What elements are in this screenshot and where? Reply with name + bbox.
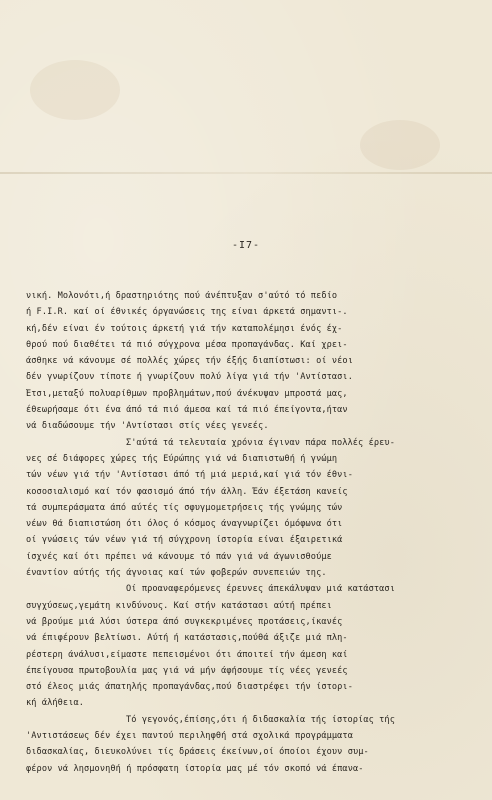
text-line: Τό γεγονός,έπίσης,ότι ή διδασκαλία τής ίστορίας τής	[126, 714, 395, 725]
text-line: 'Αντιστάσεως δέν έχει παντού περιληφθή στά σχολικά προγράμματα	[26, 731, 353, 742]
text-line: νά διαδώσουμε τήν 'Αντίστασι στίς νέες γενεές.	[26, 421, 269, 432]
text-line: συγχύσεως,γεμάτη κινδύνους. Καί στήν κατάστασι αύτή πρέπει	[26, 600, 332, 611]
text-line: ρέστερη άνάλυσι,είμαστε πεπεισμένοι ότι άποιτεί τήν άμεση καί	[26, 649, 348, 660]
text-line: άσθηκε νά κάνουμε σέ πολλές χώρες τήν έξής διαπίστωσι: οί νέοι	[26, 356, 353, 367]
text-line: νά βρούμε μιά λύσι ύστερα άπό συγκεκριμένες προτάσεις,ίκανές	[26, 616, 343, 627]
text-line: οί γνώσεις τών νέων γιά τή σύγχρονη ίστορία είναι έξαιρετικά	[26, 535, 343, 546]
text-line: Έτσι,μεταξύ πολυαρίθμων προβλημάτων,πού άνέκυψαν μπροστά μας,	[26, 388, 348, 399]
text-line: διδασκαλίας, διευκολύνει τίς δράσεις έκείνων,οί όποίοι έχουν συμ-	[26, 747, 369, 758]
text-line: θρού πού διαθέτει τά πιό σύγχρονα μέσα προπαγάνδας. Καί χρει-	[26, 339, 348, 350]
paper-stain	[360, 120, 440, 170]
text-line: νες σέ διάφορες χώρες τής Εύρώπης γιά νά διαπιστωθή ή γνώμη	[26, 453, 338, 464]
text-line: τά συμπεράσματα άπό αύτές τίς σφυγμομετρήσεις τής γνώμης τών	[26, 502, 343, 513]
text-line: ή F.I.R. καί οί έθνικές όργανώσεις της είναι άρκετά σημαντι-.	[26, 307, 348, 318]
text-line: έθεωρήσαμε ότι ένα άπό τά πιό άμεσα καί τά πιό έπείγοντα,ήταν	[26, 405, 348, 416]
paper-stain	[30, 60, 120, 120]
text-line: νική. Μολονότι,ή δραστηριότης πού άνέπτυξαν σ'αύτό τό πεδίο	[26, 291, 338, 301]
text-line: έναντίον αύτής τής άγνοιας καί τών φοβερών συνεπειών της.	[26, 568, 327, 579]
text-line: στό έλεος μιάς άπατηλής προπαγάνδας,πού διαστρέφει τήν ίστορι-	[26, 682, 353, 693]
text-line: Σ'αύτά τά τελευταία χρόνια έγιναν πάρα πολλές έρευ-	[126, 437, 395, 448]
text-line: δέν γνωρίζουν τίποτε ή γνωρίζουν πολύ λίγα γιά τήν 'Αντίστασι.	[26, 372, 353, 383]
typed-text-body	[26, 288, 476, 777]
text-line: νά έπιφέρουν βελτίωσι. Αύτή ή κατάστασις,πούθά άξιζε μιά πλη-	[26, 633, 348, 644]
text-line: τών νέων γιά τήν 'Αντίστασι άπό τή μιά μεριά,καί γιά τόν έθνι-	[26, 470, 353, 481]
paper-fold-line	[0, 172, 492, 174]
page-number: -I7-	[231, 240, 261, 251]
text-line: κή άλήθεια.	[26, 698, 85, 709]
text-line: κοσοσιαλισμό καί τόν φασισμό άπό τήν άλλη. Έάν έξετάση κανείς	[26, 486, 348, 497]
text-line: κή,δέν είναι έν τούτοις άρκετή γιά τήν καταπολέμησι ένός έχ-	[26, 323, 343, 334]
text-line: νέων θά διαπιστώση ότι όλος ό κόσμος άναγνωρίζει όμόφωνα ότι	[26, 519, 343, 530]
text-line: Οί προαναφερόμενες έρευνες άπεκάλυψαν μιά κατάστασι	[126, 584, 395, 595]
text-line: έπείγουσα πρωτοβουλία μας γιά νά μήν άφήσουμε τίς νέες γενεές	[26, 665, 348, 676]
text-line: φέρον νά λησμονηθή ή πρόσφατη ίστορία μας μέ τόν σκοπό νά έπανα-	[26, 763, 364, 774]
text-line: ίσχνές καί ότι πρέπει νά κάνουμε τό πάν γιά νά άγωνισθούμε	[26, 551, 332, 562]
